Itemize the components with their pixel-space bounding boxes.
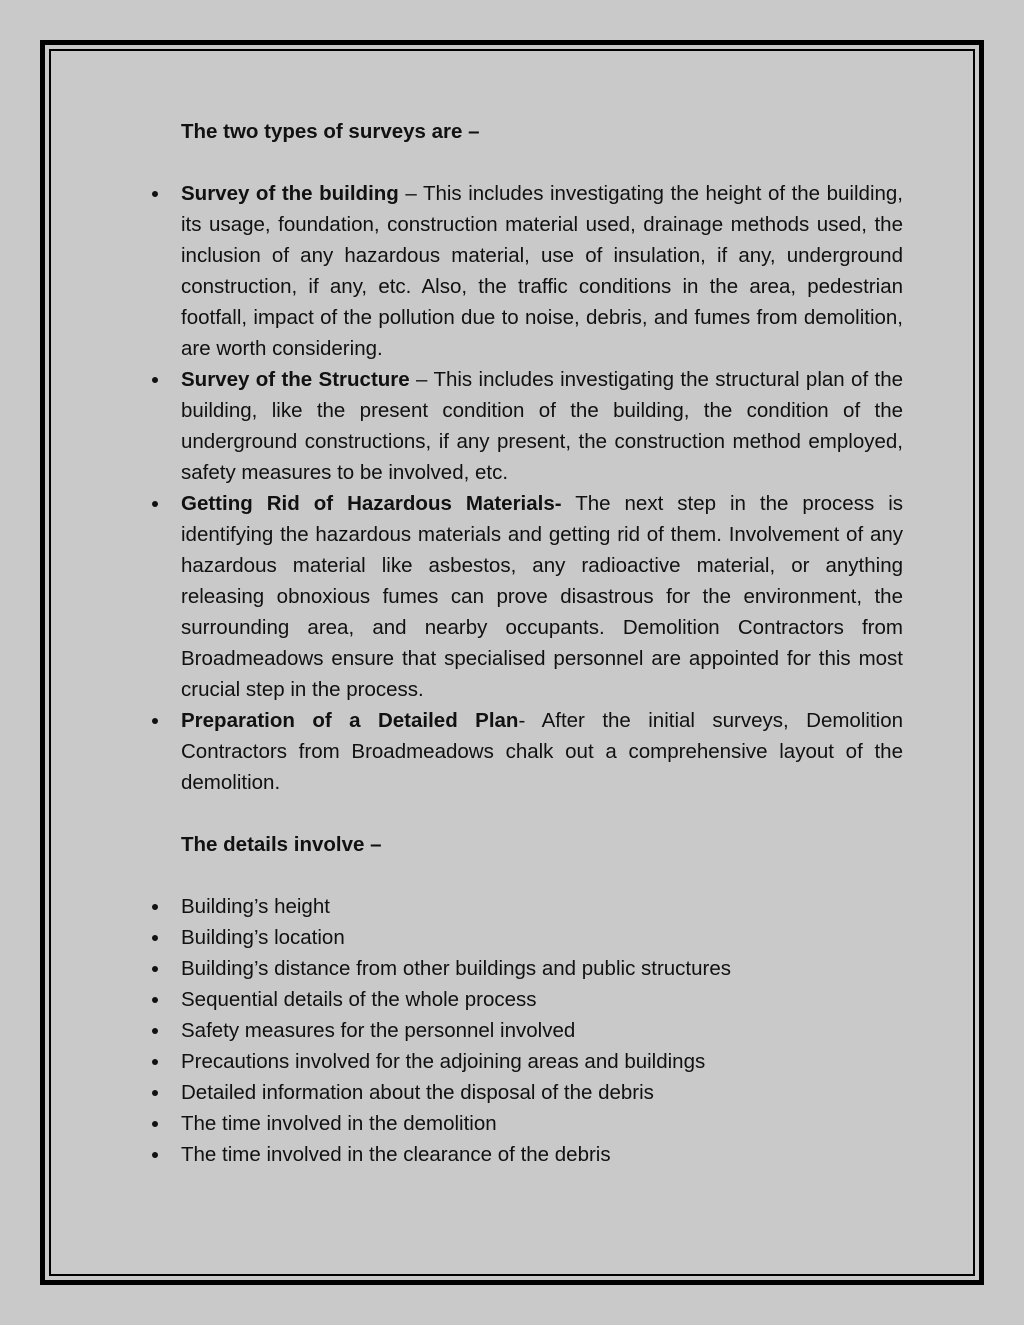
list-item: Building’s distance from other buildings and public structures (181, 953, 903, 984)
heading-survey-types: The two types of surveys are – (181, 120, 480, 143)
list-item: The time involved in the clearance of the debris (181, 1139, 903, 1170)
item-separator: – (398, 182, 423, 205)
list-item (181, 488, 903, 705)
document-body (181, 116, 903, 1170)
item-title: Survey of the building (181, 182, 399, 205)
item-separator: – (409, 368, 434, 391)
survey-list (181, 178, 903, 798)
list-item: Building’s location (181, 922, 903, 953)
item-separator: - (518, 709, 542, 732)
list-item: Building’s height (181, 891, 903, 922)
item-text: This includes investigating the height of the building, its usage, foundation, construction material used, drainage methods used, the inclusion of any hazardous material, use of insulation, if any, underground construction, if any, etc. Also, the traffic conditions in the area, pedestrian footfall, impact of the pollution due to noise, debris, and fumes from demolition, are worth considering. (181, 182, 903, 360)
item-text: This includes investigating the structural plan of the building, like the present condition of the building, the condition of the underground constructions, if any present, the construction method employed, safety measures to be involved, etc. (181, 368, 903, 484)
item-title: Getting Rid of Hazardous Materials- (181, 492, 562, 515)
item-title: Survey of the Structure (181, 368, 410, 391)
item-text: The next step in the process is identifying the hazardous materials and getting rid of them. Involvement of any hazardous material like asbestos, any radioactive material, or anything releasing obnoxious fumes can prove disastrous for the environment, the surrounding area, and nearby occupants. Demolition Contractors from Broadmeadows ensure that specialised personnel are appointed for this most crucial step in the process. (181, 492, 903, 701)
list-item (181, 178, 903, 364)
heading-details: The details involve – (181, 833, 382, 856)
item-title: Preparation of a Detailed Plan (181, 709, 519, 732)
list-item: Detailed information about the disposal of the debris (181, 1077, 903, 1108)
list-item: The time involved in the demolition (181, 1108, 903, 1139)
list-item: Safety measures for the personnel involved (181, 1015, 903, 1046)
list-item (181, 364, 903, 488)
list-item: Sequential details of the whole process (181, 984, 903, 1015)
item-separator (562, 492, 576, 515)
details-list (181, 891, 903, 1170)
list-item (181, 705, 903, 798)
item-text: After the initial surveys, Demolition Contractors from Broadmeadows chalk out a comprehensive layout of the demolition. (181, 709, 903, 794)
list-item: Precautions involved for the adjoining areas and buildings (181, 1046, 903, 1077)
